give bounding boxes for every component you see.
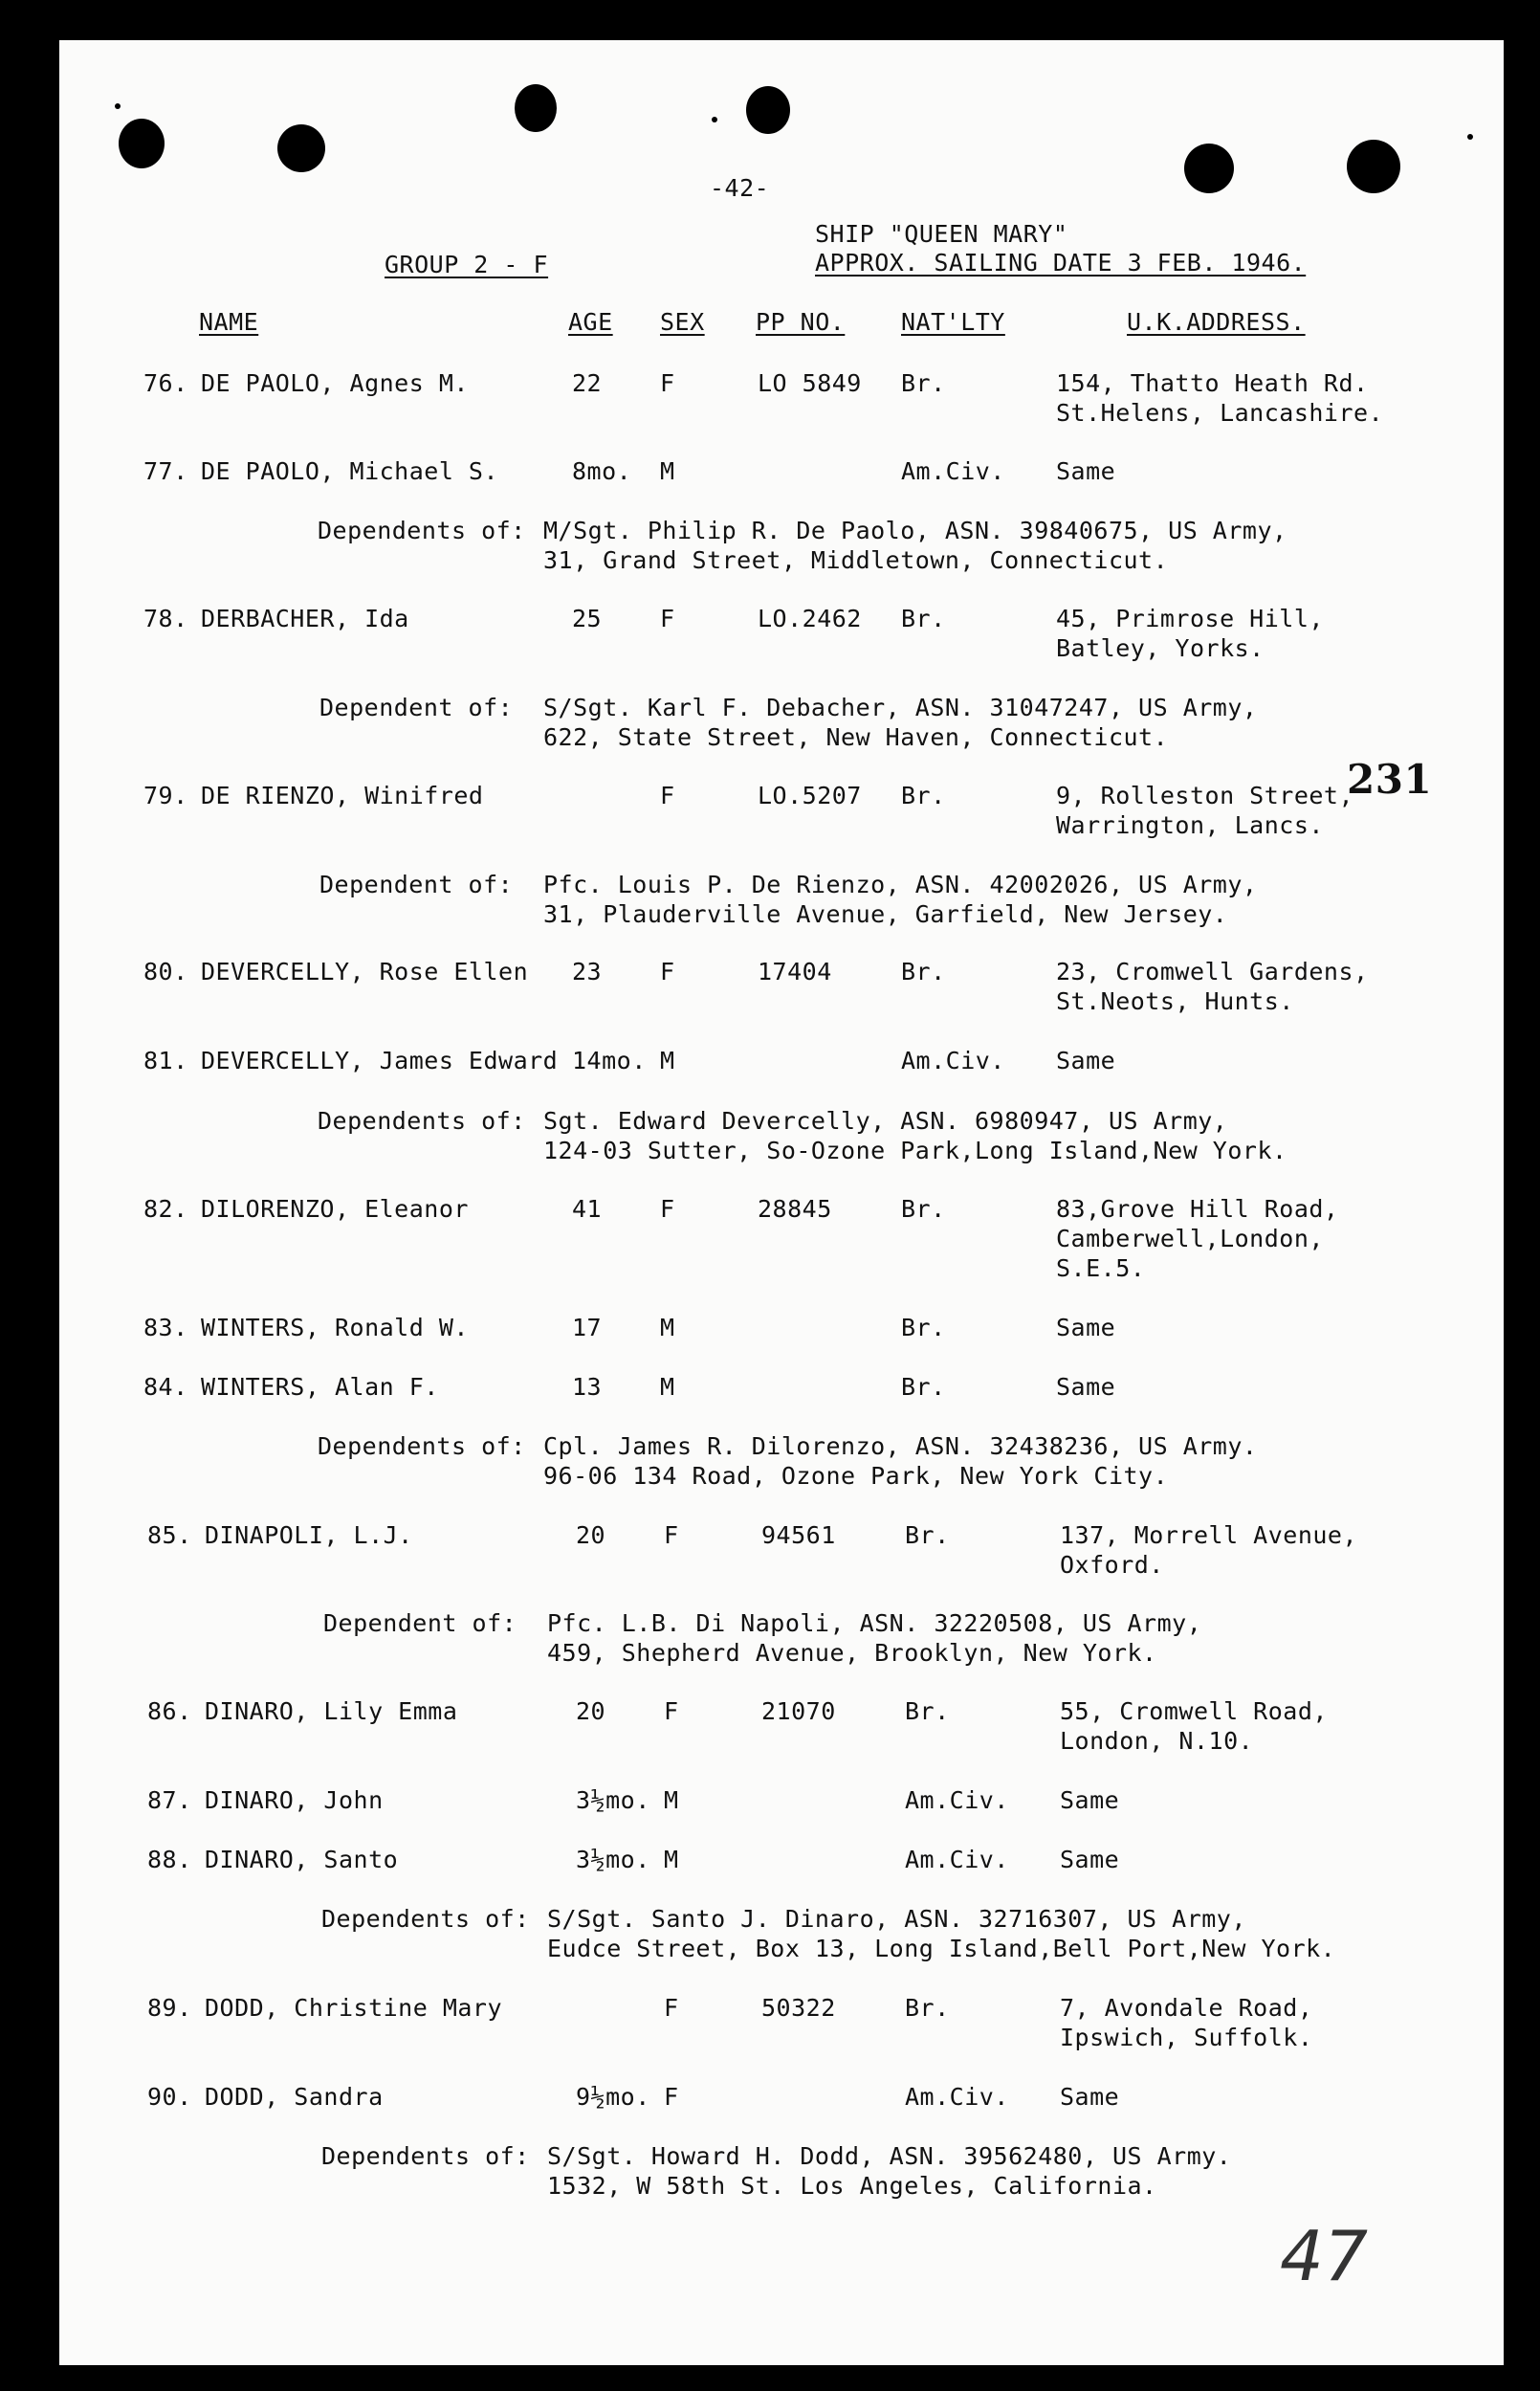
punch-hole: [119, 119, 165, 168]
sponsor-line-2: 459, Shepherd Avenue, Brooklyn, New York.: [547, 1639, 1157, 1667]
col-header-address: U.K.ADDRESS.: [1127, 308, 1306, 336]
entry-number: 90.: [147, 2083, 192, 2111]
nationality: Br.: [905, 1521, 950, 1549]
dependents-label: Dependents of:: [318, 1107, 526, 1135]
dependents-label: Dependent of:: [323, 1609, 517, 1637]
nationality: Br.: [901, 958, 946, 985]
address-line-3: S.E.5.: [1056, 1254, 1146, 1282]
address-line-1: Same: [1056, 457, 1116, 485]
col-header-sex: SEX: [660, 308, 705, 336]
passenger-age: 9½mo.: [576, 2083, 650, 2111]
entry-number: 89.: [147, 1994, 192, 2022]
sponsor-line-2: 96-06 134 Road, Ozone Park, New York City.: [543, 1462, 1169, 1490]
nationality: Am.Civ.: [905, 2083, 1009, 2111]
entry-number: 79.: [143, 782, 188, 809]
address-line-1: 23, Cromwell Gardens,: [1056, 958, 1369, 985]
address-line-1: Same: [1060, 1846, 1120, 1873]
passenger-name: DERBACHER, Ida: [201, 605, 409, 632]
sponsor-line-1: Sgt. Edward Devercelly, ASN. 6980947, US Army,: [543, 1107, 1228, 1135]
nationality: Br.: [901, 605, 946, 632]
passport-number: 21070: [761, 1697, 836, 1725]
passport-number: 50322: [761, 1994, 836, 2022]
dependents-label: Dependents of:: [321, 2142, 530, 2170]
speck: [712, 117, 717, 122]
sponsor-line-2: Eudce Street, Box 13, Long Island,Bell Port,New York.: [547, 1935, 1336, 1962]
nationality: Br.: [901, 1373, 946, 1401]
passenger-sex: M: [660, 1373, 675, 1401]
dependents-label: Dependents of:: [321, 1905, 530, 1933]
passenger-name: DILORENZO, Eleanor: [201, 1195, 469, 1223]
col-header-name: NAME: [199, 308, 259, 336]
passenger-age: 41: [572, 1195, 603, 1223]
address-line-1: 55, Cromwell Road,: [1060, 1697, 1328, 1725]
entry-number: 85.: [147, 1521, 192, 1549]
passenger-sex: F: [660, 369, 675, 397]
sponsor-line-2: 31, Plauderville Avenue, Garfield, New Jersey.: [543, 900, 1228, 928]
col-header-nationality: NAT'LTY: [901, 308, 1005, 336]
address-line-2: St.Helens, Lancashire.: [1056, 399, 1384, 427]
passenger-age: 14mo.: [572, 1047, 647, 1074]
address-line-2: Camberwell,London,: [1056, 1225, 1324, 1252]
passenger-sex: F: [664, 1994, 679, 2022]
speck: [1467, 134, 1473, 140]
sponsor-line-1: Pfc. L.B. Di Napoli, ASN. 32220508, US Army,: [547, 1609, 1202, 1637]
punch-hole: [277, 124, 325, 172]
sponsor-line-1: Pfc. Louis P. De Rienzo, ASN. 42002026, US Army,: [543, 871, 1258, 898]
passenger-sex: M: [664, 1786, 679, 1814]
address-line-2: London, N.10.: [1060, 1727, 1254, 1755]
passenger-sex: F: [660, 605, 675, 632]
passenger-name: DE PAOLO, Michael S.: [201, 457, 499, 485]
passenger-sex: M: [660, 457, 675, 485]
page-number: -42-: [710, 174, 770, 202]
sponsor-line-1: M/Sgt. Philip R. De Paolo, ASN. 39840675, US Army,: [543, 517, 1287, 544]
sponsor-line-2: 1532, W 58th St. Los Angeles, California.: [547, 2172, 1157, 2200]
entry-number: 82.: [143, 1195, 188, 1223]
passenger-age: 25: [572, 605, 603, 632]
col-header-pp-no: PP NO.: [756, 308, 846, 336]
sponsor-line-2: 622, State Street, New Haven, Connecticut.: [543, 723, 1169, 751]
punch-hole: [746, 86, 790, 134]
dependents-label: Dependent of:: [319, 694, 514, 721]
passport-number: LO.2462: [758, 605, 862, 632]
sponsor-line-2: 124-03 Sutter, So-Ozone Park,Long Island,New York.: [543, 1137, 1287, 1164]
passenger-age: 3½mo.: [576, 1846, 650, 1873]
nationality: Am.Civ.: [905, 1786, 1009, 1814]
address-line-2: Ipswich, Suffolk.: [1060, 2024, 1313, 2051]
entry-number: 83.: [143, 1314, 188, 1341]
address-line-1: Same: [1060, 1786, 1120, 1814]
punch-hole: [515, 84, 557, 132]
passenger-name: DODD, Christine Mary: [205, 1994, 503, 2022]
passport-number: 94561: [761, 1521, 836, 1549]
passenger-age: 13: [572, 1373, 603, 1401]
nationality: Br.: [901, 369, 946, 397]
address-line-1: Same: [1056, 1314, 1116, 1341]
passenger-sex: M: [660, 1314, 675, 1341]
sponsor-line-2: 31, Grand Street, Middletown, Connecticut.: [543, 546, 1169, 574]
entry-number: 76.: [143, 369, 188, 397]
address-line-1: 154, Thatto Heath Rd.: [1056, 369, 1369, 397]
handwritten-number: 47: [1280, 2216, 1369, 2296]
address-line-1: 137, Morrell Avenue,: [1060, 1521, 1358, 1549]
address-line-1: 7, Avondale Road,: [1060, 1994, 1313, 2022]
passenger-sex: M: [660, 1047, 675, 1074]
address-line-2: St.Neots, Hunts.: [1056, 987, 1294, 1015]
address-line-1: 9, Rolleston Street,: [1056, 782, 1354, 809]
passenger-age: 20: [576, 1521, 606, 1549]
entry-number: 78.: [143, 605, 188, 632]
group-label: GROUP 2 - F: [385, 251, 549, 278]
nationality: Br.: [901, 1195, 946, 1223]
passenger-sex: F: [664, 1697, 679, 1725]
sponsor-line-1: Cpl. James R. Dilorenzo, ASN. 32438236, US Army.: [543, 1432, 1258, 1460]
nationality: Am.Civ.: [901, 457, 1005, 485]
address-line-1: Same: [1056, 1373, 1116, 1401]
sponsor-line-1: S/Sgt. Howard H. Dodd, ASN. 39562480, US Army.: [547, 2142, 1232, 2170]
address-line-2: Oxford.: [1060, 1551, 1164, 1579]
dependents-label: Dependents of:: [318, 517, 526, 544]
nationality: Br.: [901, 782, 946, 809]
passenger-age: 22: [572, 369, 603, 397]
entry-number: 81.: [143, 1047, 188, 1074]
passenger-age: 3½mo.: [576, 1786, 650, 1814]
address-line-1: 45, Primrose Hill,: [1056, 605, 1324, 632]
passport-number: LO 5849: [758, 369, 862, 397]
dependents-label: Dependent of:: [319, 871, 514, 898]
entry-number: 84.: [143, 1373, 188, 1401]
passenger-sex: F: [664, 2083, 679, 2111]
passenger-name: DEVERCELLY, Rose Ellen: [201, 958, 529, 985]
entry-number: 77.: [143, 457, 188, 485]
sponsor-line-1: S/Sgt. Karl F. Debacher, ASN. 31047247, US Army,: [543, 694, 1258, 721]
passenger-name: DODD, Sandra: [205, 2083, 384, 2111]
sailing-date: APPROX. SAILING DATE 3 FEB. 1946.: [815, 249, 1307, 277]
ship-name: SHIP "QUEEN MARY": [815, 220, 1068, 248]
passport-number: 28845: [758, 1195, 832, 1223]
entry-number: 80.: [143, 958, 188, 985]
entry-number: 87.: [147, 1786, 192, 1814]
address-line-1: 83,Grove Hill Road,: [1056, 1195, 1339, 1223]
col-header-age: AGE: [568, 308, 613, 336]
passenger-age: 17: [572, 1314, 603, 1341]
passenger-sex: F: [664, 1521, 679, 1549]
punch-hole: [1347, 140, 1400, 193]
address-line-1: Same: [1060, 2083, 1120, 2111]
passenger-name: WINTERS, Ronald W.: [201, 1314, 469, 1341]
passport-number: 17404: [758, 958, 832, 985]
entry-number: 86.: [147, 1697, 192, 1725]
punch-hole: [1184, 144, 1234, 193]
stamp-number: 231: [1347, 756, 1433, 803]
speck: [115, 103, 121, 109]
passenger-name: WINTERS, Alan F.: [201, 1373, 439, 1401]
address-line-1: Same: [1056, 1047, 1116, 1074]
nationality: Br.: [905, 1994, 950, 2022]
passenger-name: DE PAOLO, Agnes M.: [201, 369, 469, 397]
address-line-2: Warrington, Lancs.: [1056, 811, 1324, 839]
sponsor-line-1: S/Sgt. Santo J. Dinaro, ASN. 32716307, US Army,: [547, 1905, 1246, 1933]
dependents-label: Dependents of:: [318, 1432, 526, 1460]
passenger-sex: M: [664, 1846, 679, 1873]
nationality: Am.Civ.: [901, 1047, 1005, 1074]
passenger-name: DE RIENZO, Winifred: [201, 782, 484, 809]
entry-number: 88.: [147, 1846, 192, 1873]
passenger-age: 23: [572, 958, 603, 985]
passenger-sex: F: [660, 958, 675, 985]
passenger-name: DINARO, John: [205, 1786, 384, 1814]
passenger-name: DEVERCELLY, James Edward: [201, 1047, 559, 1074]
address-line-2: Batley, Yorks.: [1056, 634, 1265, 662]
nationality: Am.Civ.: [905, 1846, 1009, 1873]
passenger-age: 8mo.: [572, 457, 632, 485]
passenger-sex: F: [660, 1195, 675, 1223]
passport-number: LO.5207: [758, 782, 862, 809]
passenger-name: DINAPOLI, L.J.: [205, 1521, 413, 1549]
passenger-sex: F: [660, 782, 675, 809]
nationality: Br.: [905, 1697, 950, 1725]
passenger-age: 20: [576, 1697, 606, 1725]
nationality: Br.: [901, 1314, 946, 1341]
passenger-name: DINARO, Santo: [205, 1846, 399, 1873]
passenger-name: DINARO, Lily Emma: [205, 1697, 458, 1725]
